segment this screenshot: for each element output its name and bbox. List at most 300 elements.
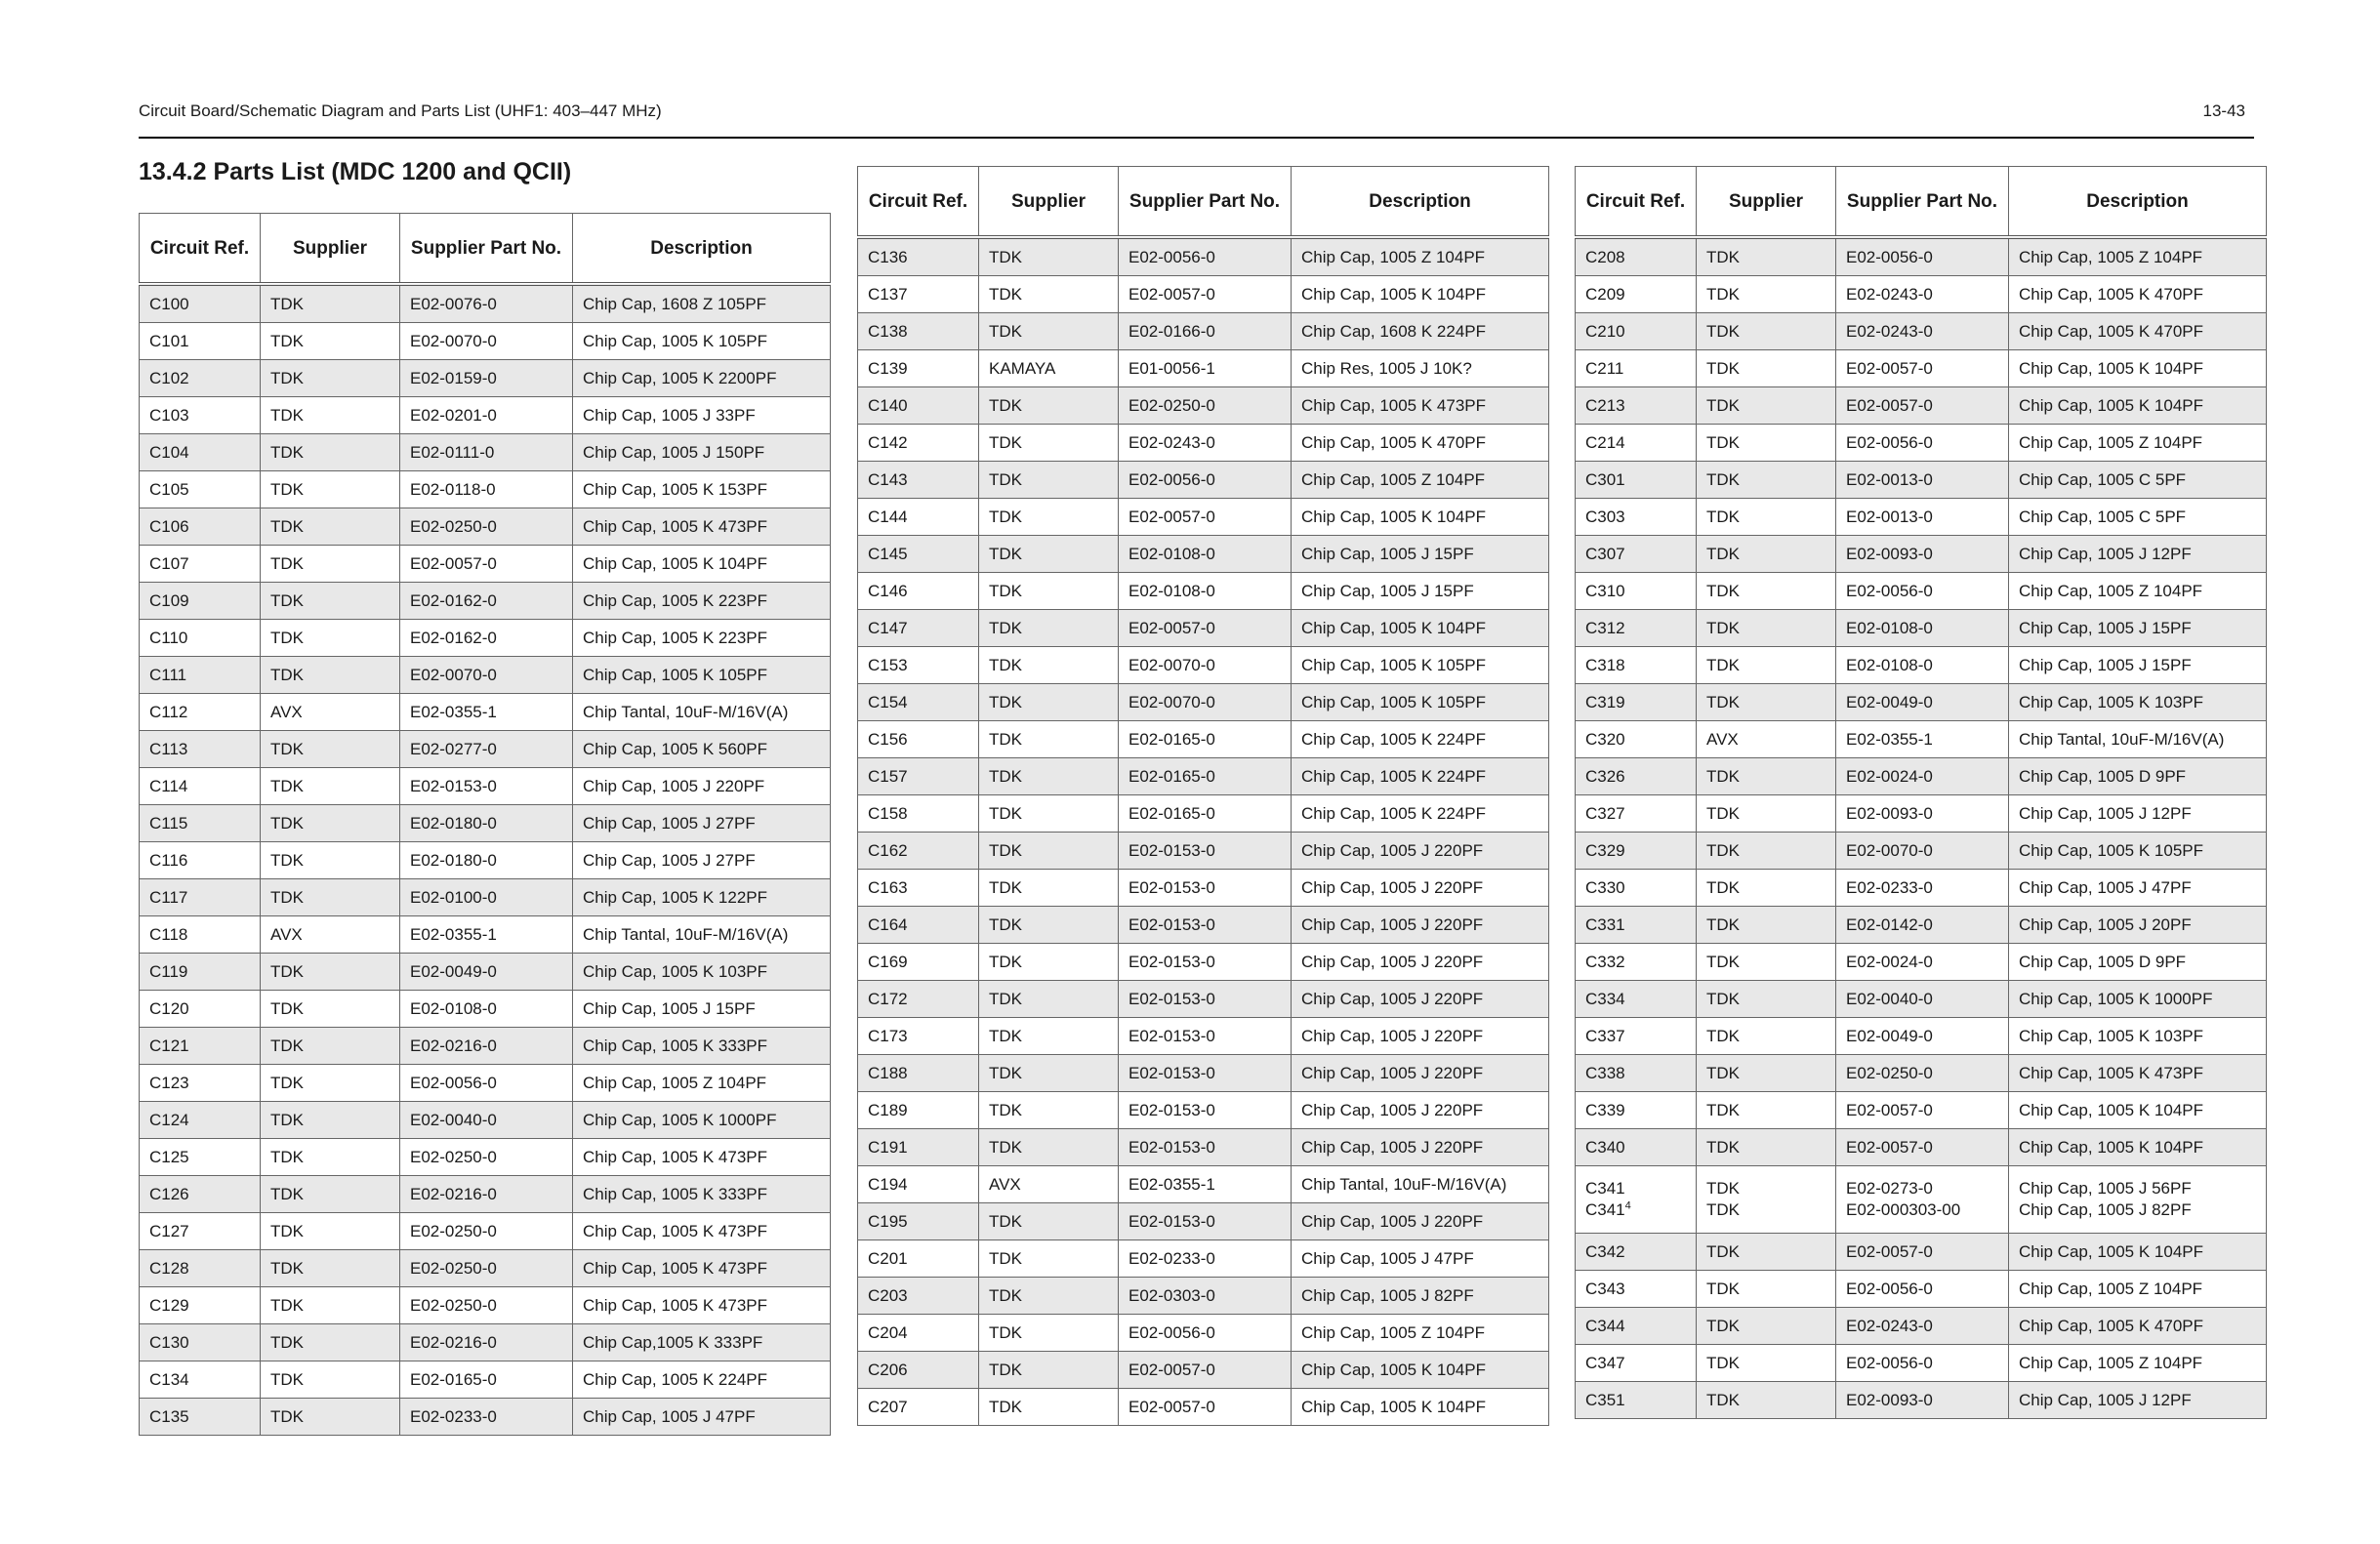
supplier-cell: TDK [979,237,1119,276]
supplier-part-no-cell: E02-0056-0 [1836,573,2009,610]
supplier-part-no-cell: E02-0153-0 [1119,833,1292,870]
circuit-ref-cell: C337 [1576,1018,1697,1055]
supplier-part-no-cell: E02-0355-1 [1836,721,2009,758]
description-cell: Chip Cap, 1005 K 224PF [1292,758,1549,795]
supplier-part-no-cell: E02-0056-0 [1836,425,2009,462]
table-row [858,462,1549,499]
table-row [1576,870,2267,907]
circuit-ref-cell: C107 [140,546,261,583]
circuit-ref-cell: C156 [858,721,979,758]
description-cell: Chip Cap, 1005 J 12PF [2009,1382,2267,1419]
circuit-ref-cell: C106 [140,508,261,546]
col-header-description: Description [2009,167,2267,238]
description-cell: Chip Cap, 1005 K 104PF [1292,276,1549,313]
supplier-part-no-cell: E02-0070-0 [1119,684,1292,721]
description-cell: Chip Cap, 1005 J 220PF [1292,1055,1549,1092]
supplier-cell: TDK [979,1352,1119,1389]
supplier-part-no-cell: E02-0355-1 [400,916,573,954]
circuit-ref-cell: C113 [140,731,261,768]
table-row [140,1399,831,1436]
circuit-ref-cell: C201 [858,1240,979,1278]
circuit-ref-cell: C129 [140,1287,261,1324]
description-cell: Chip Cap, 1005 C 5PF [2009,499,2267,536]
cell-line: Chip Cap, 1005 J 56PF [2019,1179,2192,1198]
description-cell: Chip Cap, 1005 K 104PF [2009,1092,2267,1129]
table-row [140,1028,831,1065]
supplier-part-no-cell: E02-0108-0 [400,991,573,1028]
cell-line: E02-000303-00 [1846,1200,1961,1219]
description-cell: Chip Cap, 1005 J 15PF [573,991,831,1028]
circuit-ref-cell: C195 [858,1203,979,1240]
table-row [1576,1092,2267,1129]
description-cell: Chip Cap, 1005 K 104PF [573,546,831,583]
supplier-cell: TDK [1697,870,1836,907]
supplier-part-no-cell: E02-0159-0 [400,360,573,397]
table-row [140,1102,831,1139]
supplier-part-no-cell: E02-0024-0 [1836,758,2009,795]
circuit-ref-cell [1576,1166,1697,1234]
supplier-cell: TDK [979,647,1119,684]
description-cell: Chip Cap, 1005 K 104PF [2009,350,2267,387]
circuit-ref-cell: C211 [1576,350,1697,387]
supplier-part-no-cell: E02-0057-0 [1119,610,1292,647]
table-row [1576,1271,2267,1308]
table-row [140,1324,831,1361]
supplier-part-no-cell: E02-0162-0 [400,620,573,657]
table-row [1576,1382,2267,1419]
supplier-part-no-cell: E02-0165-0 [1119,758,1292,795]
table-row [1576,1308,2267,1345]
supplier-part-no-cell: E02-0355-1 [1119,1166,1292,1203]
supplier-part-no-cell: E02-0216-0 [400,1324,573,1361]
table-row [140,1176,831,1213]
supplier-cell: TDK [979,313,1119,350]
circuit-ref-cell: C338 [1576,1055,1697,1092]
supplier-cell: TDK [261,620,400,657]
circuit-ref-cell: C147 [858,610,979,647]
description-cell: Chip Cap, 1005 J 220PF [1292,1129,1549,1166]
table-row [1576,536,2267,573]
description-cell: Chip Cap, 1005 J 12PF [2009,795,2267,833]
supplier-part-no-cell: E02-0049-0 [1836,684,2009,721]
supplier-part-no-cell: E02-0153-0 [1119,870,1292,907]
table-row [1576,1345,2267,1382]
supplier-part-no-cell: E02-0153-0 [1119,1129,1292,1166]
description-cell: Chip Cap, 1005 J 150PF [573,434,831,471]
supplier-cell: TDK [261,991,400,1028]
circuit-ref-cell: C120 [140,991,261,1028]
table-row [140,1250,831,1287]
circuit-ref-cell: C303 [1576,499,1697,536]
supplier-part-no-cell: E02-0057-0 [400,546,573,583]
table-row [140,1065,831,1102]
col-header-supplier-part-no: Supplier Part No. [1836,167,2009,238]
supplier-part-no-cell: E02-0093-0 [1836,1382,2009,1419]
supplier-cell: TDK [979,944,1119,981]
table-row [1576,425,2267,462]
table-row [858,1315,1549,1352]
table-row [1576,833,2267,870]
circuit-ref-cell: C103 [140,397,261,434]
table-row [140,360,831,397]
description-cell: Chip Cap, 1005 Z 104PF [2009,1345,2267,1382]
description-cell: Chip Cap, 1005 J 220PF [1292,944,1549,981]
description-cell: Chip Cap, 1005 J 220PF [1292,1203,1549,1240]
description-cell: Chip Cap, 1005 Z 104PF [1292,462,1549,499]
description-cell: Chip Cap, 1005 K 470PF [2009,313,2267,350]
table-row [140,546,831,583]
col-header-supplier: Supplier [979,167,1119,238]
description-cell: Chip Cap, 1005 K 2200PF [573,360,831,397]
supplier-cell: TDK [261,1176,400,1213]
supplier-part-no-cell: E02-0056-0 [1836,237,2009,276]
supplier-part-no-cell: E02-0303-0 [1119,1278,1292,1315]
supplier-part-no-cell: E02-0057-0 [1836,387,2009,425]
table-row [140,879,831,916]
supplier-cell: TDK [1697,1055,1836,1092]
supplier-cell: TDK [261,1102,400,1139]
supplier-part-no-cell: E02-0093-0 [1836,536,2009,573]
table-row [858,1352,1549,1389]
description-cell: Chip Cap, 1005 K 153PF [573,471,831,508]
description-cell: Chip Cap, 1005 K 473PF [573,1139,831,1176]
supplier-cell: TDK [261,657,400,694]
supplier-cell: TDK [979,684,1119,721]
cell-line: E02-0273-0 [1846,1179,1933,1198]
supplier-cell: TDK [979,462,1119,499]
table-row [140,434,831,471]
supplier-cell: TDK [261,1399,400,1436]
supplier-part-no-cell: E02-0070-0 [1836,833,2009,870]
description-cell: Chip Cap, 1005 K 224PF [1292,795,1549,833]
supplier-part-no-cell: E02-0166-0 [1119,313,1292,350]
circuit-ref-cell: C102 [140,360,261,397]
circuit-ref-cell: C114 [140,768,261,805]
supplier-cell: TDK [261,1250,400,1287]
section-title: 13.4.2 Parts List (MDC 1200 and QCII) [139,158,572,185]
supplier-part-no-cell: E02-0165-0 [1119,795,1292,833]
supplier-cell: TDK [261,954,400,991]
table-row [858,1278,1549,1315]
circuit-ref-cell: C164 [858,907,979,944]
supplier-cell: TDK [261,1287,400,1324]
supplier-part-no-cell: E02-0024-0 [1836,944,2009,981]
circuit-ref-cell: C139 [858,350,979,387]
circuit-ref-cell: C203 [858,1278,979,1315]
table-row [1576,1055,2267,1092]
circuit-ref-cell: C142 [858,425,979,462]
table-row [1576,387,2267,425]
supplier-cell: TDK [1697,573,1836,610]
table-row [140,842,831,879]
cell-line: Chip Cap, 1005 J 82PF [2019,1200,2192,1219]
footnote-mark: 4 [1624,1199,1631,1212]
supplier-cell: TDK [261,546,400,583]
supplier-cell: TDK [1697,276,1836,313]
circuit-ref-cell: C326 [1576,758,1697,795]
supplier-part-no-cell: E02-0057-0 [1836,1129,2009,1166]
circuit-ref-cell: C332 [1576,944,1697,981]
table-row [140,657,831,694]
supplier-part-no-cell: E02-0142-0 [1836,907,2009,944]
table-row [858,499,1549,536]
circuit-ref-cell: C351 [1576,1382,1697,1419]
table-row [1576,1166,2267,1234]
circuit-ref-cell: C188 [858,1055,979,1092]
description-cell: Chip Cap, 1005 J 15PF [1292,536,1549,573]
description-cell: Chip Cap, 1005 K 473PF [573,1250,831,1287]
circuit-ref-cell: C347 [1576,1345,1697,1382]
description-cell: Chip Cap, 1005 J 220PF [1292,1018,1549,1055]
supplier-cell: TDK [1697,462,1836,499]
circuit-ref-cell: C121 [140,1028,261,1065]
table-row [858,1240,1549,1278]
supplier-cell: TDK [979,499,1119,536]
description-cell: Chip Cap, 1005 K 105PF [1292,684,1549,721]
table-row [1576,795,2267,833]
table-row [1576,981,2267,1018]
circuit-ref-cell: C137 [858,276,979,313]
supplier-cell: TDK [1697,499,1836,536]
table-row [140,731,831,768]
supplier-part-no-cell: E02-0243-0 [1836,313,2009,350]
supplier-cell: TDK [979,573,1119,610]
circuit-ref-cell: C327 [1576,795,1697,833]
supplier-cell: KAMAYA [979,350,1119,387]
description-cell: Chip Cap, 1005 Z 104PF [2009,237,2267,276]
supplier-cell: TDK [1697,313,1836,350]
circuit-ref-cell: C134 [140,1361,261,1399]
circuit-ref-cell: C169 [858,944,979,981]
description-cell: Chip Cap, 1005 J 220PF [573,768,831,805]
table-row [1576,647,2267,684]
table-row [140,991,831,1028]
col-header-description: Description [1292,167,1549,238]
supplier-part-no-cell: E02-0153-0 [1119,981,1292,1018]
supplier-part-no-cell: E02-0233-0 [1119,1240,1292,1278]
table-row [1576,499,2267,536]
table-row [140,1139,831,1176]
description-cell: Chip Cap, 1005 J 27PF [573,805,831,842]
supplier-part-no-cell: E02-0250-0 [400,1213,573,1250]
description-cell: Chip Cap, 1005 K 103PF [573,954,831,991]
supplier-part-no-cell: E02-0049-0 [400,954,573,991]
table-row [858,981,1549,1018]
supplier-cell: TDK [1697,1308,1836,1345]
supplier-cell: TDK [1697,1129,1836,1166]
supplier-part-no-cell: E02-0201-0 [400,397,573,434]
cell-line: TDK [1706,1200,1740,1219]
supplier-part-no-cell: E02-0233-0 [1836,870,2009,907]
description-cell: Chip Cap, 1005 J 15PF [2009,610,2267,647]
supplier-cell: TDK [261,471,400,508]
circuit-ref-cell: C138 [858,313,979,350]
col-header-description: Description [573,214,831,285]
table-row [858,944,1549,981]
supplier-cell: TDK [979,758,1119,795]
circuit-ref-cell: C342 [1576,1234,1697,1271]
supplier-part-no-cell: E02-0049-0 [1836,1018,2009,1055]
description-cell: Chip Cap, 1005 K 473PF [573,1213,831,1250]
supplier-part-no-cell: E02-0153-0 [1119,1092,1292,1129]
circuit-ref-cell: C204 [858,1315,979,1352]
table-row [1576,610,2267,647]
circuit-ref-cell: C191 [858,1129,979,1166]
description-cell: Chip Cap, 1005 K 560PF [573,731,831,768]
table-row [1576,1129,2267,1166]
circuit-ref-cell: C209 [1576,276,1697,313]
description-cell: Chip Cap, 1005 K 104PF [2009,1234,2267,1271]
table-row [858,276,1549,313]
circuit-ref-cell: C109 [140,583,261,620]
circuit-ref-cell: C119 [140,954,261,991]
description-cell: Chip Cap, 1005 Z 104PF [2009,425,2267,462]
supplier-part-no-cell: E02-0057-0 [1836,1092,2009,1129]
circuit-ref-cell: C310 [1576,573,1697,610]
circuit-ref-cell: C207 [858,1389,979,1426]
supplier-cell: TDK [979,387,1119,425]
supplier-part-no-cell: E02-0216-0 [400,1176,573,1213]
description-cell: Chip Cap, 1005 J 20PF [2009,907,2267,944]
supplier-cell: TDK [261,768,400,805]
supplier-part-no-cell: E02-0111-0 [400,434,573,471]
supplier-cell: TDK [979,721,1119,758]
table-row [1576,350,2267,387]
running-header-title: Circuit Board/Schematic Diagram and Parts List (UHF1: 403–447 MHz) [139,102,662,120]
description-cell: Chip Cap, 1005 C 5PF [2009,462,2267,499]
description-cell: Chip Cap, 1005 Z 104PF [1292,1315,1549,1352]
table-row [858,237,1549,276]
supplier-cell: TDK [261,360,400,397]
supplier-part-no-cell: E02-0070-0 [1119,647,1292,684]
table-row [140,694,831,731]
supplier-cell: TDK [979,907,1119,944]
col-header-supplier-part-no: Supplier Part No. [1119,167,1292,238]
description-cell: Chip Cap, 1005 J 27PF [573,842,831,879]
table-row [1576,684,2267,721]
supplier-cell: TDK [1697,795,1836,833]
description-cell: Chip Tantal, 10uF-M/16V(A) [1292,1166,1549,1203]
supplier-cell: TDK [979,1055,1119,1092]
supplier-cell: TDK [979,1018,1119,1055]
table-row [858,536,1549,573]
description-cell: Chip Cap, 1005 K 103PF [2009,1018,2267,1055]
supplier-part-no-cell: E02-0165-0 [400,1361,573,1399]
cell-line: TDK [1706,1179,1740,1198]
table-row [140,954,831,991]
description-cell: Chip Cap, 1005 J 220PF [1292,1092,1549,1129]
circuit-ref-cell: C339 [1576,1092,1697,1129]
supplier-cell: TDK [979,833,1119,870]
supplier-cell: TDK [1697,1271,1836,1308]
description-cell: Chip Cap, 1005 K 473PF [2009,1055,2267,1092]
description-cell: Chip Cap, 1005 K 470PF [2009,1308,2267,1345]
circuit-ref-cell: C154 [858,684,979,721]
table-row [858,1203,1549,1240]
supplier-part-no-cell: E02-0277-0 [400,731,573,768]
supplier-part-no-cell: E02-0165-0 [1119,721,1292,758]
supplier-cell: TDK [1697,981,1836,1018]
table-row [1576,1234,2267,1271]
description-cell: Chip Cap, 1005 J 82PF [1292,1278,1549,1315]
supplier-part-no-cell: E02-0250-0 [1119,387,1292,425]
circuit-ref-cell: C158 [858,795,979,833]
cell-line: $C341^4$ [1585,1199,1631,1219]
table-row [1576,721,2267,758]
table-row [858,795,1549,833]
circuit-ref-cell: C343 [1576,1271,1697,1308]
supplier-cell: TDK [1697,647,1836,684]
supplier-part-no-cell: E02-0118-0 [400,471,573,508]
supplier-cell: TDK [1697,237,1836,276]
supplier-part-no-cell: E02-0243-0 [1119,425,1292,462]
supplier-part-no-cell: E02-0057-0 [1119,499,1292,536]
parts-table-2 [857,166,1549,1426]
supplier-part-no-cell: E02-0250-0 [400,1287,573,1324]
table-row [140,620,831,657]
circuit-ref-cell: C128 [140,1250,261,1287]
table-row [858,1129,1549,1166]
table-row [140,768,831,805]
description-cell: Chip Cap, 1608 Z 105PF [573,284,831,323]
cell-line: C341 [1585,1179,1625,1198]
table-row [1576,944,2267,981]
table-row [858,907,1549,944]
table-row [140,1213,831,1250]
description-cell: Chip Cap, 1005 K 105PF [573,657,831,694]
supplier-cell: TDK [979,981,1119,1018]
circuit-ref-cell: C130 [140,1324,261,1361]
supplier-part-no-cell: E02-0153-0 [1119,907,1292,944]
table-row [858,647,1549,684]
circuit-ref-cell: C173 [858,1018,979,1055]
circuit-ref-cell: C208 [1576,237,1697,276]
supplier-part-no-cell: E02-0243-0 [1836,276,2009,313]
circuit-ref-cell: C157 [858,758,979,795]
description-cell: Chip Cap, 1005 K 223PF [573,583,831,620]
supplier-part-no-cell: E02-0162-0 [400,583,573,620]
description-cell: Chip Cap, 1005 Z 104PF [2009,573,2267,610]
supplier-cell: TDK [261,1139,400,1176]
supplier-part-no-cell: E02-0070-0 [400,657,573,694]
supplier-part-no-cell: E02-0013-0 [1836,462,2009,499]
description-cell: Chip Cap, 1005 K 104PF [1292,1352,1549,1389]
description-cell: Chip Cap, 1005 J 33PF [573,397,831,434]
table-row [858,573,1549,610]
circuit-ref-cell: C162 [858,833,979,870]
description-cell: Chip Tantal, 10uF-M/16V(A) [573,916,831,954]
supplier-cell: TDK [979,1092,1119,1129]
supplier-cell: TDK [979,1315,1119,1352]
circuit-ref-cell: C312 [1576,610,1697,647]
supplier-cell: TDK [261,879,400,916]
supplier-cell: TDK [261,323,400,360]
circuit-ref-cell: C334 [1576,981,1697,1018]
description-cell: Chip Cap, 1005 K 224PF [573,1361,831,1399]
table-row [140,805,831,842]
description-cell: Chip Cap, 1005 D 9PF [2009,944,2267,981]
supplier-cell [1697,1166,1836,1234]
circuit-ref-cell: C329 [1576,833,1697,870]
description-cell: Chip Cap, 1005 D 9PF [2009,758,2267,795]
supplier-cell: TDK [261,397,400,434]
supplier-cell: TDK [979,276,1119,313]
circuit-ref-cell: C320 [1576,721,1697,758]
table-row [140,583,831,620]
supplier-cell: TDK [261,1361,400,1399]
table-row [140,284,831,323]
description-cell: Chip Cap, 1005 K 473PF [1292,387,1549,425]
